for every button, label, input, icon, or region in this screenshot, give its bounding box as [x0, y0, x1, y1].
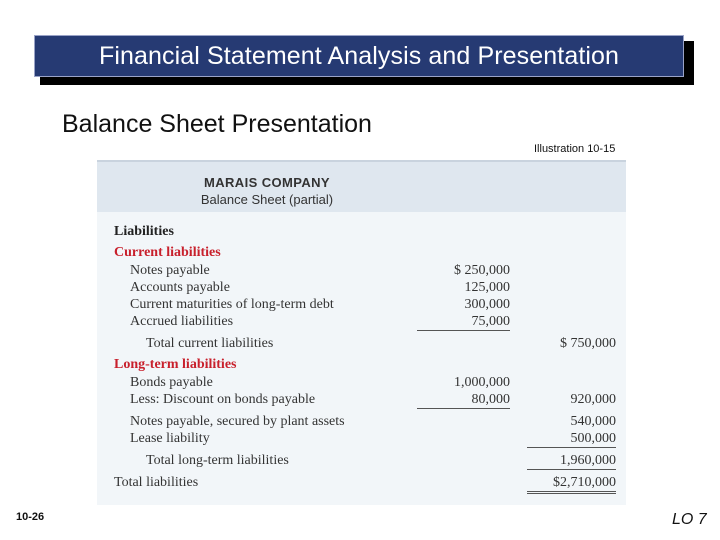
row-total-liabilities-label: Total liabilities: [114, 475, 199, 490]
row-accounts-payable-amount: 125,000: [464, 280, 510, 295]
row-total-current-label: Total current liabilities: [146, 336, 274, 351]
page-number: 10-26: [16, 511, 45, 523]
row-total-longterm-amount: 1,960,000: [527, 453, 616, 470]
statement-name: Balance Sheet (partial): [200, 192, 334, 207]
row-accrued-label: Accrued liabilities: [130, 314, 234, 329]
row-notes-secured-label: Notes payable, secured by plant assets: [130, 414, 345, 429]
row-current-maturities-amount: 300,000: [464, 297, 510, 312]
row-total-longterm-label: Total long-term liabilities: [146, 453, 289, 468]
row-notes-payable-amount: $ 250,000: [454, 263, 510, 278]
illustration-label: Illustration 10-15: [534, 143, 616, 155]
balance-sheet-body: [97, 212, 626, 505]
longterm-liabilities-heading: Long-term liabilities: [114, 357, 237, 372]
row-total-liabilities-amount: $2,710,000: [527, 475, 616, 494]
learning-objective: LO 7: [672, 511, 707, 528]
slide-subtitle: Balance Sheet Presentation: [62, 110, 372, 138]
row-current-maturities-label: Current maturities of long-term debt: [130, 297, 334, 312]
company-name: MARAIS COMPANY: [204, 175, 330, 190]
row-lease-amount: 500,000: [527, 431, 616, 448]
row-bonds-label: Bonds payable: [130, 375, 213, 390]
row-notes-payable-label: Notes payable: [130, 263, 210, 278]
row-discount-label: Less: Discount on bonds payable: [130, 392, 316, 407]
balance-sheet-header: [97, 160, 626, 212]
liabilities-heading: Liabilities: [114, 224, 174, 239]
row-notes-secured-amount: 540,000: [570, 414, 616, 429]
current-liabilities-heading: Current liabilities: [114, 245, 221, 260]
row-accrued-amount: 75,000: [417, 314, 510, 331]
row-total-current-amount: $ 750,000: [560, 336, 616, 351]
balance-sheet-panel: [97, 160, 626, 505]
row-bonds-amount: 1,000,000: [454, 375, 510, 390]
row-accounts-payable-label: Accounts payable: [130, 280, 230, 295]
row-lease-label: Lease liability: [130, 431, 210, 446]
row-discount-net: 920,000: [570, 392, 616, 407]
slide-title: Financial Statement Analysis and Presentation: [34, 35, 684, 77]
row-discount-amount: 80,000: [417, 392, 510, 409]
